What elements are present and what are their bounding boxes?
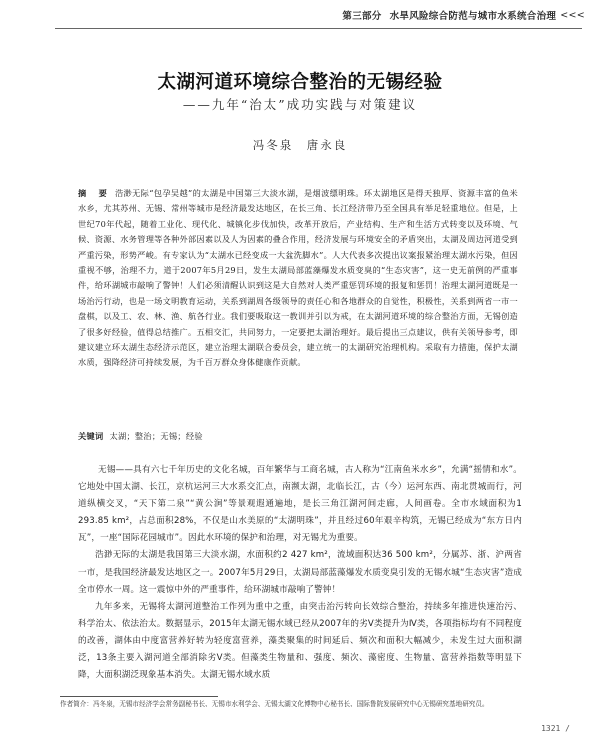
header-rule [55,28,582,29]
keywords [78,431,518,442]
page-number: 1321 / [541,724,570,733]
body-paragraph: 九年多来，无锡将太湖河道整治工作列为重中之重，由突击治污转向长效综合整治，持续多年推进快速治污、科学治太、依法治太。数据显示，2015年太湖无锡水域已经从2007年的劣V类提升为Ⅳ类，各项指标均有不同程度的改善，湖体由中度富营养好转为轻度富营养，藻类聚集的时间延后、频次和面积大幅减少，未发生过大面积湖泛，13条主要入湖河道全部消除劣V类。但藻类生物量和、强度、频次、藻密度、生物量、富营养指数等明显下降，大面积湖泛现象基本消失。太湖无锡水域水质 [78,601,522,681]
keywords-text: 太湖；整治；无锡；经验 [109,431,203,441]
body-paragraph: 浩渺无际的太湖是我国第三大淡水湖，水面积约2 427 km²，流域面积达36 500 km²，分属苏、浙、沪两省一市，是我国经济最发达地区之一。2007年5月29日，太湖局部蓝藻爆发水质变臭引发的无锡水城“生态灾害”造成全市停水一周。这一震惊中外的严重事件，给环湖城市敲响了警钟！ [78,550,522,595]
running-header [100,6,585,24]
article-authors: 冯冬泉 唐永良 [252,138,348,152]
abstract-label: 摘 要 [78,188,109,198]
article-subtitle: ——九年“治太”成功实践与对策建议 [182,97,418,112]
keywords-label: 关键词 [78,431,104,441]
chevron-icon: <<< [560,9,585,21]
header-section: 水旱风险综合防范与城市水系统合治理 [389,11,557,22]
header-part: 第三部分 [342,11,382,22]
author-footnote: 作者简介：冯冬泉，无锡市经济学会常务副秘书长、无锡市水利学会、无锡太湖文化博物中心秘书长、国际鲁院发展研究中心无锡研究基地研究员。 [60,700,489,708]
abstract-text: 浩渺无际“包孕吴越”的太湖是中国第三大淡水湖，是烟波缥明珠。环太湖地区是得天独厚、资源丰富的鱼米水乡，尤其苏州、无锡、常州等城市是经济最发达地区，在长三角、长江经济带乃至全国具有举足轻重地位。但是，上世纪70年代起，随着工业化、现代化、城镇化步伐加快，改革开放后，产业结构、生产和生活方式转变以及环境、气候、资源、水务管理等各种外部因素以及人为因素的叠合作用，经济发展与环境安全的矛盾突出，太湖及周边河道受到严重污染，形势严峻。有专家认为“太湖水已经变成一大盆洗脚水”。人大代表多次提出议案报紧治理太湖水污染，但因重视不够，治理不力，道于2007年5月29日，发生太湖局部蓝藻爆发水质变臭的“生态灾害”，这一史无前例的严重事件，给环湖城市敲响了警钟！人们必须清醒认识到这是大自然对人类严重惩罚环境的报复和惩罚！治理太湖河道既是一场治污行动，也是一场文明教育运动，关系到湖周各级领导的责任心和各地群众的自觉性，积极性，关系到两省一市一盘棋，以及工、农、林、渔、航各行业。我们要吸取这一教训并引以为戒，在太湖河道环境的综合整治方面，无锡创造了很多好经验，值得总结推广。五相交汇，共同努力，一定要把太湖治理好。最后提出三点建议，供有关领导参考，即建议建立环太湖生态经济示范区，建立治理太湖联合委员会，建立统一的太湖研究治理机构。采取有力措施，保护太湖水质，强降经济可持续发展，为千百万群众身体健康作贡献。 [78,188,518,368]
footnote-rule [60,696,218,697]
abstract [78,186,518,371]
article-title: 太湖河道环境综合整治的无锡经验 [157,72,443,93]
article-body [78,462,522,684]
body-paragraph: 无锡——具有六七千年历史的文化名城，百年繁华与工商名城，古人称为“江南鱼米水乡”，允满“摇情和水”。它地处中国太湖、长江，京杭运河三大水系交汇点，南濒太湖，北临长江，古（今）运河东西、南北贯城而行，河道纵横交叉，“天下第二泉”“黄公涧”等景观遐通遍地，是长三角江湖河间走廊，人间画卷。全市水域面积为1 293.85 km²，占总面积28%，不仅是山水美原的“太湖明珠”，并且经过60年艰辛构筑，无锡已经成为“东方日内瓦”，一座“国际花园城市”。因此水环境的保护和治理，对无锡尤为重要。 [78,465,522,544]
